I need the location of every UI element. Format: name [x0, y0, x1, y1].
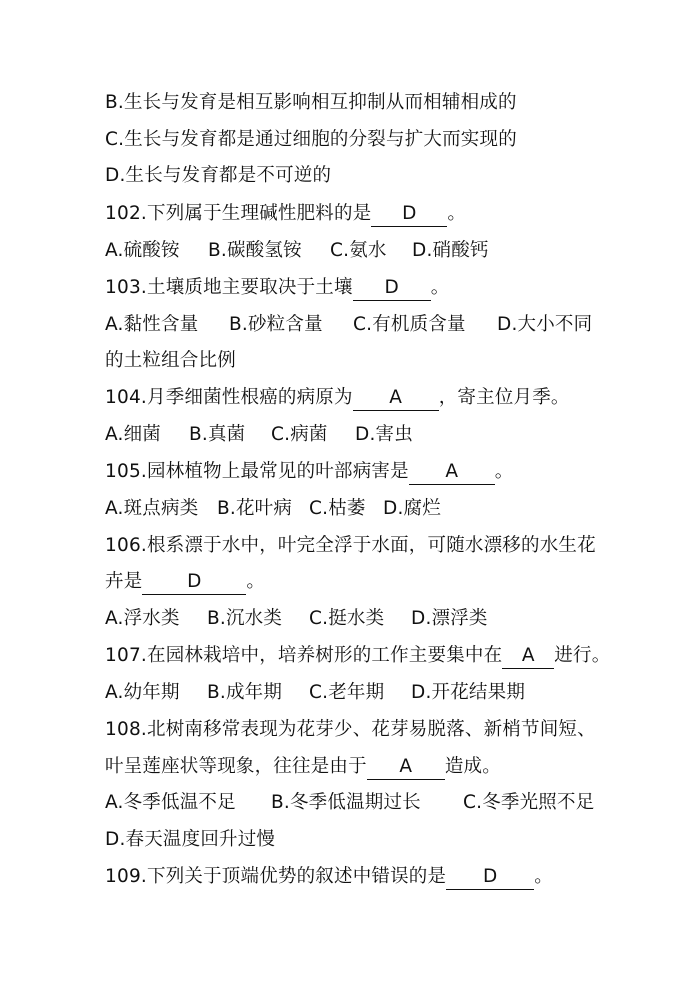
answer-blank: A [353, 386, 439, 411]
question-text: 103.土壤质地主要取决于土壤 [105, 277, 353, 298]
option-b: B.砂粒含量 [229, 314, 323, 335]
option-a: A.细菌 [105, 424, 162, 445]
option-b: B.碳酸氢铵 [208, 240, 302, 261]
question-suffix: ，寄主位月季。 [438, 387, 570, 408]
option-c: C.有机质含量 [353, 314, 466, 335]
option-c: C.挺水类 [309, 608, 385, 629]
question-104 [105, 383, 570, 413]
question-suffix: 。 [246, 571, 266, 592]
options-row [105, 420, 413, 450]
question-108 [105, 715, 596, 745]
option-c: C.冬季光照不足 [463, 792, 595, 813]
option-d: D.害虫 [355, 424, 413, 445]
answer-blank: D [142, 570, 246, 595]
option-d: D.漂浮类 [411, 608, 488, 629]
question-text: 108.北树南移常表现为花芽少、花芽易脱落、新梢节间短、 [105, 719, 596, 740]
question-109 [105, 862, 553, 892]
question-105 [105, 457, 514, 487]
text-line [105, 346, 236, 376]
question-text: 109.下列关于顶端优势的叙述中错误的是 [105, 866, 447, 887]
text-line [105, 125, 517, 155]
option-a: A.浮水类 [105, 608, 180, 629]
answer-blank: A [409, 460, 495, 485]
question-text: 106.根系漂于水中，叶完全浮于水面，可随水漂移的水生花 [105, 535, 596, 556]
option-c: C.氨水 [330, 240, 387, 261]
options-row [105, 310, 592, 340]
question-102 [105, 199, 466, 229]
option-c-text: C.生长与发育都是通过细胞的分裂与扩大而实现的 [105, 129, 517, 150]
question-108-cont [105, 752, 501, 782]
options-row [105, 494, 441, 524]
option-b: B.成年期 [207, 682, 283, 703]
option-a: A.幼年期 [105, 682, 180, 703]
continuation-text: 的土粒组合比例 [105, 350, 236, 371]
question-suffix: 。 [534, 866, 553, 887]
option-d-text: D.生长与发育都是不可逆的 [105, 165, 332, 186]
text-line [105, 88, 517, 118]
options-row [105, 788, 594, 818]
option-a: A.硫酸铵 [105, 240, 180, 261]
question-text: 卉是 [105, 571, 143, 592]
option-a: A.冬季低温不足 [105, 792, 236, 813]
option-d: D.春天温度回升过慢 [105, 829, 276, 850]
text-line [105, 161, 331, 191]
options-row [105, 604, 488, 634]
question-text: 107.在园林栽培中，培养树形的工作主要集中在 [105, 645, 503, 666]
answer-blank: D [371, 202, 447, 227]
question-text: 叶呈莲座状等现象，往往是由于 [105, 756, 367, 777]
question-106-cont [105, 567, 265, 597]
question-suffix: 进行。 [554, 645, 611, 666]
options-row [105, 678, 525, 708]
question-suffix: 。 [494, 461, 514, 482]
options-row [105, 236, 489, 266]
question-107 [105, 641, 610, 671]
option-d: D.开花结果期 [411, 682, 526, 703]
option-a: A.斑点病类 [105, 498, 199, 519]
question-103 [105, 273, 449, 303]
question-suffix: 。 [447, 203, 467, 224]
option-b: B.真菌 [189, 424, 246, 445]
answer-blank: D [353, 276, 431, 301]
question-106 [105, 531, 596, 561]
option-c: C.病菌 [271, 424, 328, 445]
question-text: 105.园林植物上最常见的叶部病害是 [105, 461, 409, 482]
option-a: A.黏性含量 [105, 314, 199, 335]
answer-blank: D [446, 865, 534, 890]
question-suffix: 造成。 [444, 756, 501, 777]
option-d: D.大小不同 [497, 314, 593, 335]
option-c: C.老年期 [309, 682, 385, 703]
option-b: B.花叶病 [217, 498, 293, 519]
text-line [105, 825, 275, 855]
option-d: D.腐烂 [383, 498, 441, 519]
question-text: 102.下列属于生理碱性肥料的是 [105, 203, 372, 224]
question-text: 104.月季细菌性根癌的病原为 [105, 387, 353, 408]
option-b: B.沉水类 [207, 608, 283, 629]
answer-blank: A [502, 644, 554, 669]
option-c: C.枯萎 [309, 498, 366, 519]
answer-blank: A [367, 755, 445, 780]
option-d: D.硝酸钙 [412, 240, 489, 261]
option-b: B.冬季低温期过长 [271, 792, 421, 813]
question-suffix: 。 [430, 277, 450, 298]
option-b-text: B.生长与发育是相互影响相互抑制从而相辅相成的 [105, 92, 517, 113]
